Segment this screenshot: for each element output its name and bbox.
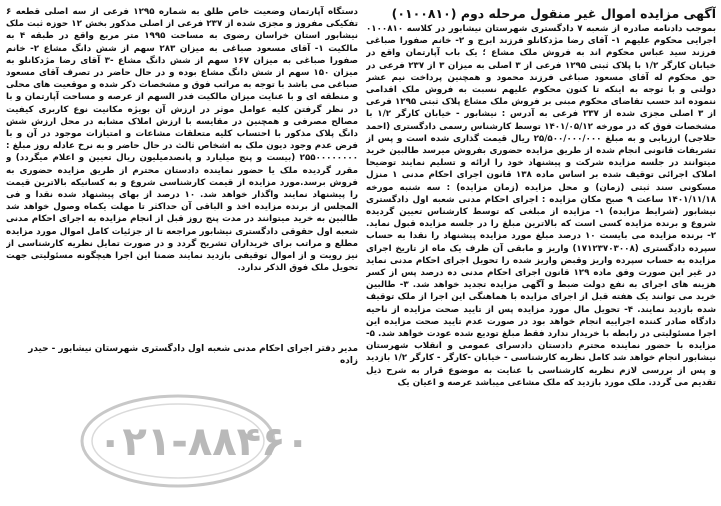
ad-right-column xyxy=(366,6,716,502)
ad-body-right: بموجب دادنامه صادره از شعبه ۷ دادگستری شهرستان نیشابور در کلاسه ۰۱۰۰۸۱۰ اجرایی محکوم علیهم ۱- آقای رضا مژدکانلو فرزند ابرج و ۲- خانم صفورا صباغی فرزند سید عباس محکوم اند به فروش ملک مشاع ؛ یک باب آپارتمان واقع در خیابان کارگر ۱/۲ با پلاک ثبتی ۱۲۹۵ فرعی از ۳ اصلی به میزان ۳ از ۲۳۷ فرعی در حق محکوم له آقای مسعود صباغی فرزند محمود و همچنین پرداخت نیم عشر دولتی و با توجه به اینکه تا کنون محکوم علیهم نسبت به فروش ملک اقدامی ننموده اند حسب تقاضای محکوم مبنی بر فروش ملک مشاع پلاک ثبتی ۱۲۹۵ فرعی از ۳ اصلی مجزی شده از ۲۳۷ فرعی به آدرس : نیشابور - خیابان کارگر ۱/۲ با مشخصات فوق که در مورخه ۱۴۰۱/۰۵/۱۲ توسط کارشناس رسمی دادگستری (احمد حلاجی) ارزیابی و به مبلغ ۲۵/۵۰۰/۰۰۰/۰۰۰ ریال قیمت گذاری شده است و پس از تشریفات قانونی انجام شده از طریق مزایده حضوری بفروش میرسد طالبین خرید میتوانند در جلسه مزایده شرکت و پیشنهاد خود را ارائه و تسلیم نمایند توضیحا املاک اجرائی توقیف شده بر اساس ماده ۱۳۸ قانون اجرای احکام مدنی ۱ منزل مسکونی سند ثبتی (زمان) و محل مزایده (زمان مزایده) : سه شنبه مورخه ۱۴۰۱/۱۱/۱۸ ساعت ۹ صبح مکان مزایده : اجرای احکام مدنی شعبه اول دادگستری نیشابور (شرایط مزایده) ۱- مزایده از مبلغی که توسط کارشناس تعیین گردیده شروع و برنده مزایده کسی است که بالاترین مبلغ را در جلسه مزایده قبول نماید. ۲- برنده مزایده می بایست ۱۰ درصد مبلغ مورد مزایده پیشنهاد را نقدا به حساب سپرده دادگستری (۱۷۱۲۳۷۰۳۰۰۸) واریز و مابقی آن ظرف یک ماه از تاریخ اجرای مزایده به حساب سپرده واریز وقبض واریز شده را تحویل اجرای احکام مدنی نماید در غیر این صورت وفق ماده ۱۲۹ قانون اجرای احکام مدنی ده درصد پس از کسر هزینه های اجرای به نفع دولت ضبط و آگهی مزایده تجدید خواهد شد. ۳- طالبین خرید می توانند یک هفته قبل از اجرای مزایده با هماهنگی این اجرا از ملک توقیف شده بازدید نمایند. ۴- تحویل مال مورد مزایده پس از تایید صحت مزایده از ناحیه دادگاه صادر کننده اجراییه انجام خواهد بود در صورت عدم تایید صحت مزایده این اجرا مسئولیتی در رابطه با خریدار ندارد فقط مبلغ تودیع شده عودت خواهد شد. ۵- مزایده با حضور نماینده محترم دادستان دادسرای عمومی و انقلاب شهرستان نیشابور انجام خواهد شد کامل نظریه کارشناسی - خیابان -کارگر - کارگر ۱/۲ بازدید و پس از بررسی لازم نظریه کارشناسی با عنایت به موضوع قرار به شرح ذیل تقدیم می گردد. ملک مورد بازدید که ملک مشاعی میباشد عرصه و اعیان یک xyxy=(366,24,716,388)
watermark-phone-number: ۰۲۱-۸۸۴۶۰ xyxy=(98,419,310,465)
ad-title: آگهی مزایده اموال غیر منقول مرحله دوم (۰۱۰۰۸۱۰) xyxy=(391,6,716,21)
ad-signature: مدیر دفتر اجرای احکام مدنی شعبه اول دادگستری شهرستان نیشابور - حیدر زاده xyxy=(28,344,358,366)
ad-body-left: دستگاه آپارتمان وضعیت خاص طلق به شماره ۱۲۹۵ فرعی از سه اصلی قطعه ۶ تفکیکی مفروز و مجزی شده از ۲۳۷ فرعی از اصلی مذکور بخش ۱۲ حوزه ثبت ملک نیشابور استان خراسان رضوی به مساحت ۱۹۹۵ متر مربع واقع در طبقه ۴ به مالکیت ۱- آقای مسعود صباغی به میزان ۲۸۳ سهم از شش دانگ مشاع ۲- خانم صفورا صباغی به میزان ۱۶۷ سهم از شش دانگ مشاع -۳ آقای رضا مژدکانلو به میزان ۱۵۰ سهم از شش دانگ مشاع بوده و در حال حاضر در تصرف آقای مسعود صباغی می باشد با توجه به مراتب فوق و مشخصات ذکر شده و موقعیت های محلی و منطقه ای و با عنایت میزان مالکیت فدر السهم از عرصه و مساحت آپارتمان و با در نظر گرفتن کلیه عوامل موثر در ارزش آن بویژه مکانیت نوع کاربری کیفیت مصالح مصرفی و همچنین در مقایسه با ارزش املاک مشابه در محل ارزش شش دانگ پلاک مذکور با احتساب کلیه متعلقات مشاعات و امتیازات موجود در آن و با فرض عدم وجود دیون ملک به اشخاص ثالث در حال حاضر و به نرخ عادله روز مبلغ : ۲۵۵۰۰۰۰۰۰۰۰ (بیست و پنج میلیارد و پانصدمیلیون ریال تعیین و اعلام میگردد) و مقرر گردیده ملک یا حضور نماینده دادستان محترم از طریق مزایده حضوری به فروش برسد.مورد مزایده از قیمت کارشناسی شروع و به کسانیکه بالاترین قیمت را پیشنهاد نمایند واگذار خواهد شد. ۱۰ درصد از بهای پیشنهاد شده نقدا و فی المجلس از برنده مزایده اخذ و الباقی آن حداکثر تا مهلت یکماه وصول خواهد شد طالبین به خرید میتوانند در مدت پنج روز قبل از انجام مزایده به اجرای احکام مدنی شعبه اول حقوقی دادگستری نیشابور مراجعه تا از جزئیات کامل اموال مورد مزایده مطلع و مراتب برای خریداران تشریح گردد و در صورت تمایل نظریه کارشناسی از نیز رویت و از اموال توقیفی بازدید نمایند ضمنا این اجرا هیچگونه مسئولیتی جهت تحویل ملک فوق الذکر ندارد. xyxy=(6,7,358,274)
ad-left-column xyxy=(6,6,358,366)
publisher-watermark-logo xyxy=(78,392,310,490)
